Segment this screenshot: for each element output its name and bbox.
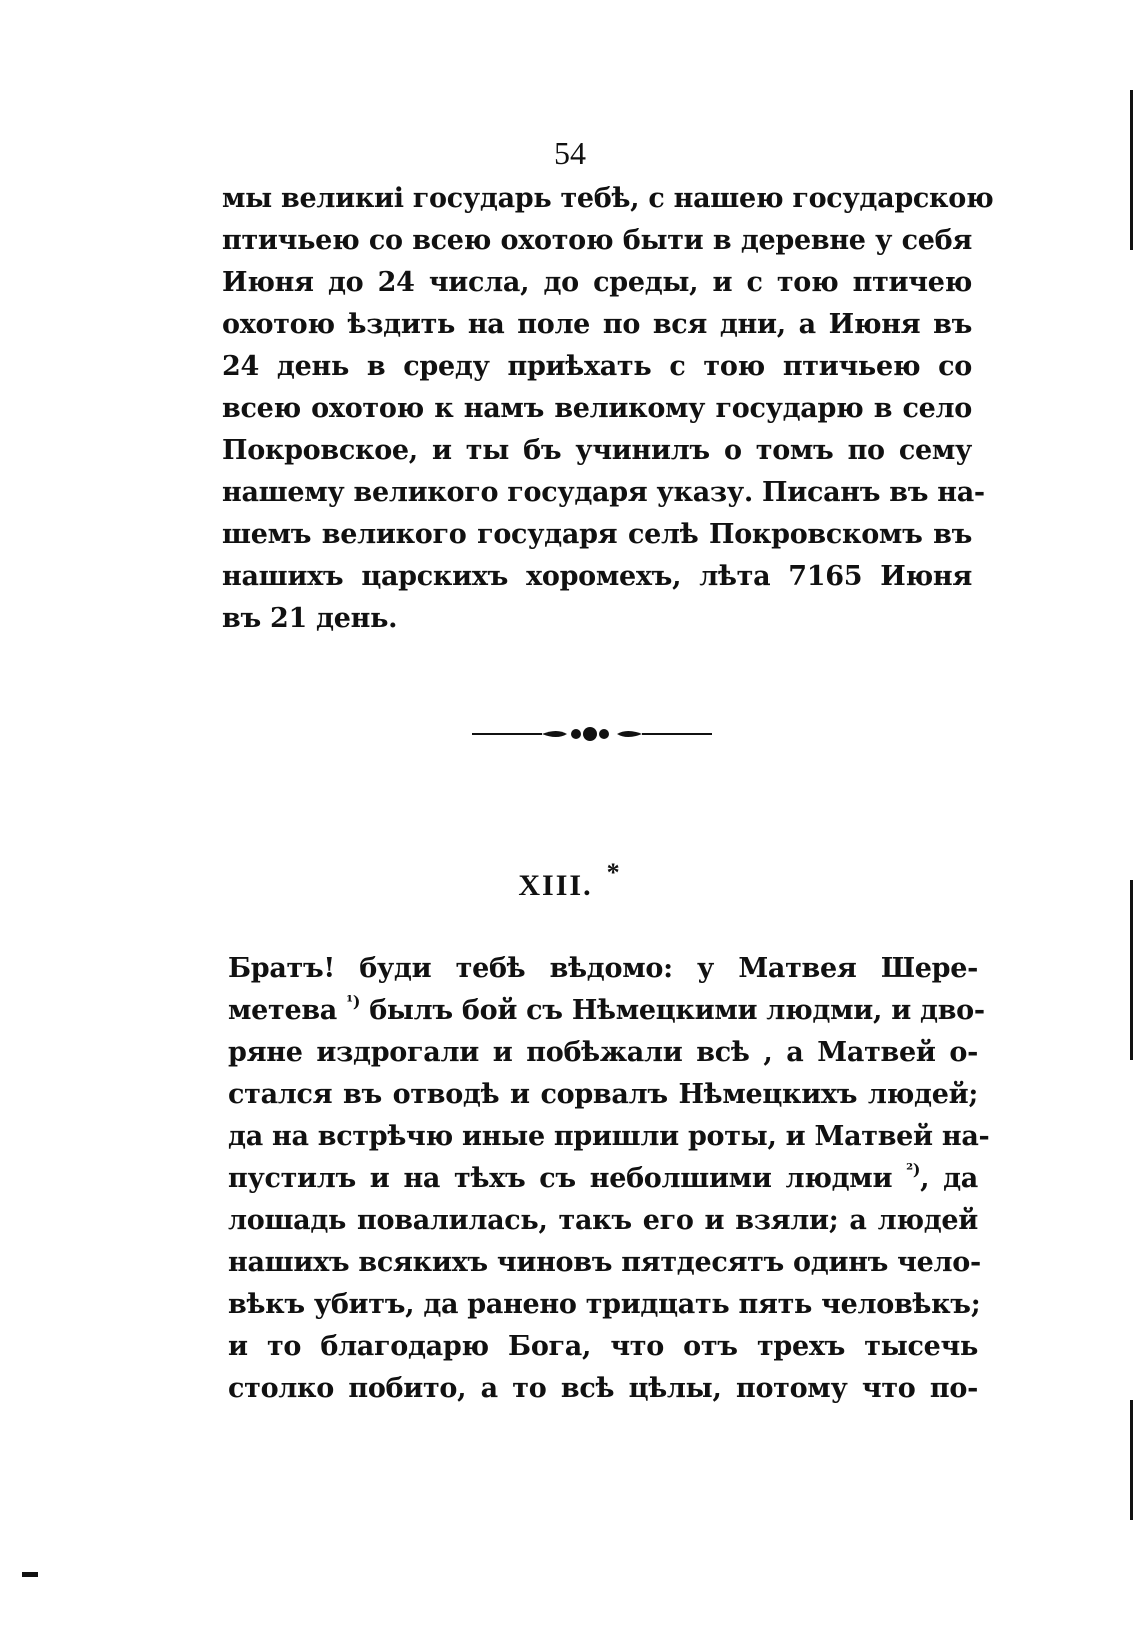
text-line: 24 день в среду приѣхать с тою птичьею со [222,351,972,382]
text-line: вѣкъ убитъ, да ранено тридцать пять человѣкъ; [228,1289,981,1320]
text-fragment: былъ бой съ Нѣмецкими людми, и дво- [369,995,985,1026]
fleuron-divider-icon [472,722,712,746]
scan-edge-mark [1130,1400,1133,1520]
text-line: да на встрѣчю иные пришли роты, и Матвей на- [228,1121,990,1152]
text-line: въ 21 день. [222,603,398,634]
section-heading [0,858,1140,903]
scan-edge-mark [22,1572,38,1577]
text-line [228,1158,978,1200]
text-line: Покровское, и ты бъ учинилъ о томъ по сему [222,435,972,466]
text-line: шемъ великого государя селѣ Покровскомъ въ [222,519,972,550]
footnote-asterisk: * [606,858,622,887]
text-line: мы великиі государь тебѣ, с нашею государскою [222,183,994,214]
scan-edge-mark [1130,90,1133,250]
page-number: 54 [554,135,586,171]
text-line: лошадь повалилась, такъ его и взяли; а людей [228,1205,978,1236]
text-line: Братъ! буди тебѣ вѣдомо: у Матвея Шере- [228,953,978,984]
text-line: столко побито, а то всѣ цѣлы, потому что по- [228,1373,978,1404]
text-line: нашихъ всякихъ чиновъ пятдесятъ одинъ чело- [228,1247,981,1278]
scan-edge-mark [1130,880,1133,1060]
text-line: всею охотою к намъ великому государю в село [222,393,972,424]
text-line: нашихъ царскихъ хоромехъ, лѣта 7165 Июня [222,561,972,592]
text-fragment: пустилъ и на тѣхъ съ неболшими людми [228,1163,893,1194]
paragraph-continuation [222,178,994,640]
text-line: ряне издрогали и побѣжали всѣ , а Матвей о- [228,1037,978,1068]
footnote-ref-1: ¹) [346,992,361,1011]
text-line: охотою ѣздить на поле по вся дни, а Июня въ [222,309,972,340]
section-numeral: XIII. [518,869,593,902]
text-line: птичьею со всею охотою быти в деревне у себя [222,225,972,256]
text-fragment: , да [920,1163,979,1194]
text-line: и то благодарю Бога, что отъ трехъ тысечь [228,1331,978,1362]
footnote-ref-2: ²) [906,1160,921,1179]
text-line [228,990,985,1032]
text-fragment: метева [228,995,337,1026]
text-line: Июня до 24 числа, до среды, и с тою птичею [222,267,972,298]
text-line: нашему великого государя указу. Писанъ въ на- [222,477,985,508]
letter-paragraph [228,948,990,1410]
text-line: стался въ отводѣ и сорвалъ Нѣмецкихъ людей; [228,1079,978,1110]
